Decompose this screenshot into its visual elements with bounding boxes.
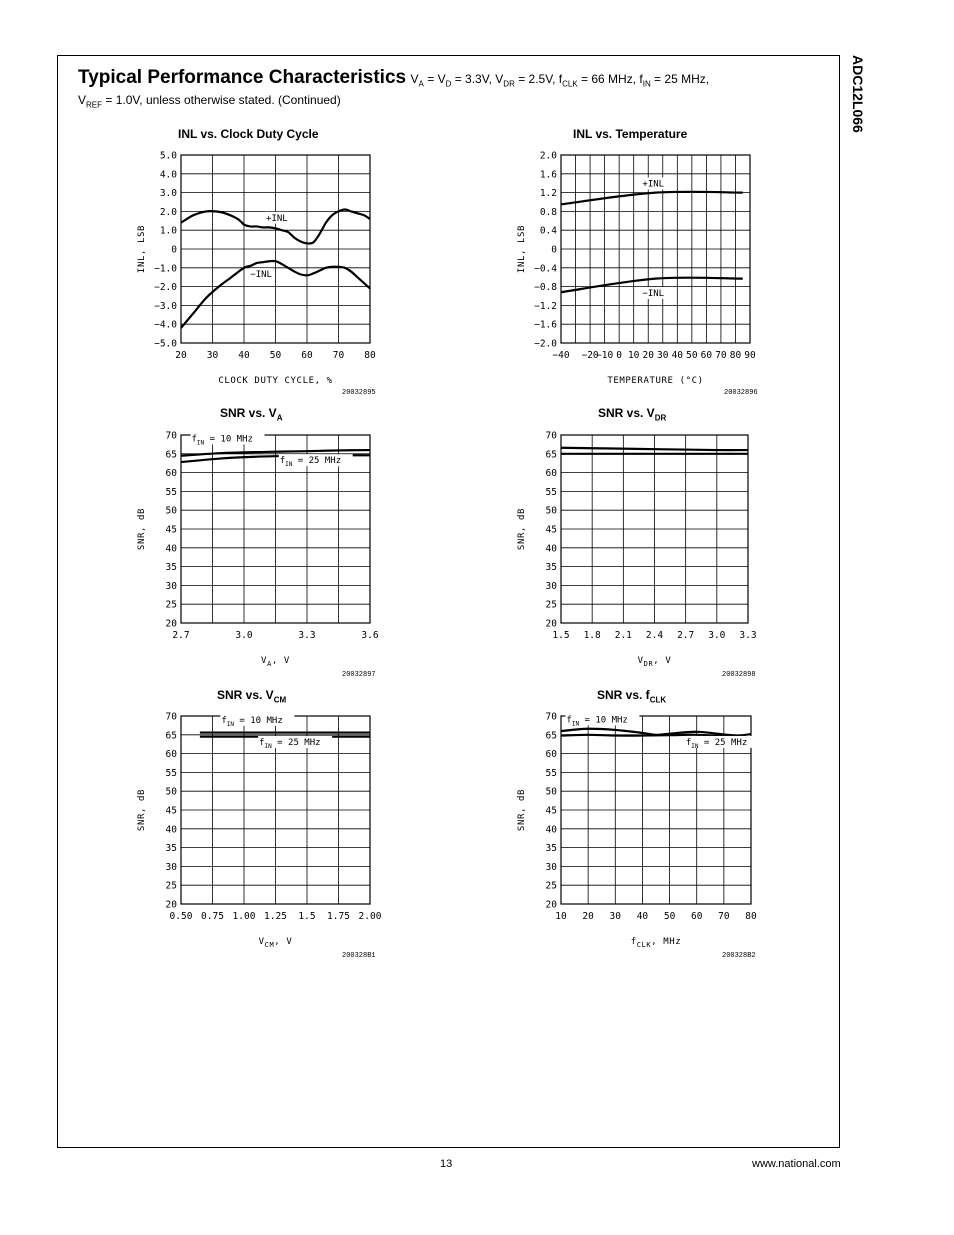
x-tick-label: 60: [700, 350, 713, 361]
x-tick-label: 40: [636, 911, 649, 922]
chart-title-inl-temp: INL vs. Temperature: [573, 127, 688, 141]
x-axis-label: $V_{DR}$, V: [637, 656, 672, 668]
y-tick-label: 20: [545, 899, 557, 911]
y-tick-label: 70: [165, 711, 177, 723]
x-tick-label: 90: [744, 350, 756, 361]
figure-id: 20032896: [724, 389, 758, 397]
x-tick-label: 3.6: [361, 630, 379, 641]
y-tick-label: −0.8: [534, 282, 557, 294]
y-tick-label: 35: [545, 843, 557, 855]
figure-id: 20032898: [722, 671, 756, 679]
series-annotation: +INL: [266, 213, 288, 224]
y-tick-label: 20: [545, 618, 557, 630]
x-tick-label: 0: [616, 350, 623, 361]
series-annotation: $f_{IN} = 10$ MHz: [191, 434, 253, 447]
x-tick-label: 80: [729, 350, 742, 361]
y-tick-label: 3.0: [159, 188, 177, 200]
x-tick-label: 3.3: [298, 630, 316, 641]
x-tick-label: 10: [627, 350, 640, 361]
y-axis-label: SNR, dB: [137, 788, 147, 832]
series-annotation: $f_{IN} = 25$ MHz: [259, 737, 321, 750]
figure-id: 200328B2: [722, 952, 756, 960]
x-tick-label: 3.3: [739, 630, 757, 641]
x-tick-label: 3.0: [708, 630, 726, 641]
y-tick-label: 70: [545, 430, 557, 442]
y-tick-label: −3.0: [154, 300, 177, 312]
x-tick-label: 80: [364, 350, 376, 361]
y-tick-label: 50: [545, 505, 557, 517]
y-tick-label: 55: [165, 486, 177, 498]
y-tick-label: 25: [165, 880, 177, 892]
y-tick-label: 0.8: [539, 206, 557, 218]
y-tick-label: 65: [545, 730, 557, 742]
chart-inl-vs-duty-cycle: [125, 145, 395, 390]
series-annotation: −INL: [642, 289, 665, 299]
y-tick-label: 65: [545, 449, 557, 461]
y-tick-label: 45: [165, 524, 177, 536]
y-tick-label: 60: [165, 749, 177, 761]
y-tick-label: 60: [165, 468, 177, 480]
chart-snr-vs-vcm: [125, 706, 395, 951]
x-tick-label: 1.75: [327, 911, 350, 922]
y-tick-label: 50: [545, 786, 557, 798]
y-axis-label: SNR, dB: [137, 507, 147, 551]
y-tick-label: 30: [165, 861, 177, 873]
x-tick-label: 70: [715, 350, 727, 361]
page-number: 13: [440, 1158, 453, 1170]
series-annotation: +INL: [642, 179, 665, 190]
x-tick-label: 80: [745, 911, 757, 922]
x-tick-label: 70: [332, 350, 345, 361]
y-tick-label: 30: [545, 861, 557, 873]
x-axis-label: CLOCK DUTY CYCLE, %: [218, 376, 333, 386]
x-tick-label: 2.7: [172, 630, 190, 641]
y-axis-label: INL, LSB: [517, 224, 527, 274]
y-tick-label: 70: [165, 430, 177, 442]
chart-title-inl-duty: INL vs. Clock Duty Cycle: [178, 127, 319, 141]
x-tick-label: 50: [686, 350, 698, 361]
y-tick-label: 55: [545, 767, 557, 779]
series-line-1: [561, 192, 743, 205]
y-tick-label: 60: [545, 749, 557, 761]
y-tick-label: 45: [545, 524, 557, 536]
y-tick-label: −2.0: [154, 282, 177, 294]
y-tick-label: 45: [165, 805, 177, 817]
y-axis-label: SNR, dB: [517, 507, 527, 551]
y-tick-label: 5.0: [159, 150, 177, 162]
y-tick-label: 40: [165, 543, 177, 555]
x-tick-label: 30: [206, 350, 219, 361]
series-annotation: $f_{IN} = 10$ MHz: [566, 715, 628, 728]
y-tick-label: 0: [551, 244, 557, 256]
y-tick-label: 50: [165, 505, 177, 517]
y-tick-label: 20: [165, 618, 177, 630]
figure-id: 200328B1: [342, 952, 376, 960]
y-tick-label: 40: [165, 824, 177, 836]
x-tick-label: 0.75: [201, 911, 224, 922]
chart-snr-vs-vdr: [505, 425, 775, 670]
y-tick-label: 25: [545, 880, 557, 892]
y-tick-label: −2.0: [534, 338, 557, 350]
series-annotation: $f_{IN} = 10$ MHz: [221, 715, 283, 728]
x-tick-label: 20: [175, 350, 187, 361]
x-tick-label: 1.5: [298, 911, 316, 922]
x-tick-label: 1.8: [583, 630, 601, 641]
y-tick-label: 50: [165, 786, 177, 798]
y-tick-label: 1.0: [159, 225, 177, 237]
x-tick-label: 50: [269, 350, 282, 361]
x-tick-label: 30: [609, 911, 622, 922]
y-tick-label: 35: [545, 562, 557, 574]
chart-snr-vs-va: [125, 425, 395, 670]
y-tick-label: 25: [165, 599, 177, 611]
x-axis-label: $V_A$, V: [261, 656, 290, 668]
x-tick-label: 2.4: [645, 630, 664, 641]
y-axis-label: SNR, dB: [517, 788, 527, 832]
x-tick-label: 1.5: [552, 630, 570, 641]
x-tick-label: 2.00: [358, 911, 382, 922]
chart-inl-vs-temperature: [505, 145, 775, 390]
x-tick-label: 0.50: [169, 911, 193, 922]
y-tick-label: −4.0: [154, 319, 177, 331]
y-tick-label: 35: [165, 562, 177, 574]
y-tick-label: −5.0: [154, 338, 177, 350]
x-axis-label: $V_{CM}$, V: [258, 937, 293, 949]
y-tick-label: −1.0: [154, 263, 177, 275]
x-tick-label: 60: [301, 350, 313, 361]
x-tick-label: 3.0: [235, 630, 253, 641]
y-tick-label: 65: [165, 449, 177, 461]
y-tick-label: 60: [545, 468, 557, 480]
y-tick-label: 30: [165, 580, 177, 592]
series-annotation: $f_{IN} = 25$ MHz: [685, 737, 748, 750]
y-tick-label: 65: [165, 730, 177, 742]
side-part-number: ADC12L066: [850, 55, 866, 133]
y-tick-label: 20: [165, 899, 177, 911]
x-tick-label: 30: [657, 350, 669, 361]
y-tick-label: 40: [545, 543, 557, 555]
y-tick-label: 35: [165, 843, 177, 855]
test-conditions: $V_A = V_D = 3.3V$, $V_{DR} = 2.5V$, $f_{CLK} = 66$ MHz, $f_{IN} = 25$ MHz, $V_{REF} = 1.0V$, unless otherwise stated. (Continued): [78, 72, 710, 110]
x-tick-label: 20: [582, 911, 594, 922]
x-tick-label: 40: [238, 350, 250, 361]
x-tick-label: 2.7: [677, 630, 695, 641]
y-tick-label: 0: [171, 244, 177, 256]
x-tick-label: 70: [718, 911, 730, 922]
chart-title-snr-vdr: SNR vs. $V_{DR}$: [598, 406, 667, 423]
x-tick-label: −20: [581, 350, 599, 361]
x-tick-label: −10: [596, 350, 614, 361]
y-tick-label: 4.0: [159, 169, 177, 181]
y-tick-label: 25: [545, 599, 557, 611]
section-title: Typical Performance Characteristics: [78, 67, 407, 88]
y-tick-label: 45: [545, 805, 557, 817]
y-tick-label: 1.2: [539, 188, 557, 200]
y-tick-label: 30: [545, 580, 557, 592]
series-annotation: $f_{IN} = 25$ MHz: [279, 456, 342, 469]
chart-title-snr-va: SNR vs. $V_A$: [220, 406, 283, 423]
x-tick-label: −40: [552, 350, 570, 361]
x-tick-label: 1.00: [232, 911, 256, 922]
section-header: [78, 66, 818, 110]
chart-title-snr-vcm: SNR vs. $V_{CM}$: [217, 688, 287, 705]
x-tick-label: 2.1: [614, 630, 632, 641]
chart-title-snr-fclk: SNR vs. $f_{CLK}$: [597, 688, 667, 705]
series-annotation: −INL: [250, 270, 272, 281]
y-tick-label: 70: [545, 711, 557, 723]
x-tick-label: 50: [663, 911, 676, 922]
x-tick-label: 60: [690, 911, 703, 922]
figure-id: 20032895: [342, 389, 376, 397]
footer-url[interactable]: www.national.com: [752, 1158, 841, 1170]
y-tick-label: 55: [165, 767, 177, 779]
series-line-1: [561, 448, 748, 450]
y-tick-label: −0.4: [534, 263, 557, 275]
y-tick-label: −1.2: [534, 300, 557, 312]
x-tick-label: 20: [642, 350, 654, 361]
y-tick-label: 1.6: [539, 169, 557, 181]
x-tick-label: 10: [555, 911, 567, 922]
x-axis-label: TEMPERATURE (°C): [607, 376, 704, 386]
y-tick-label: −1.6: [534, 319, 557, 331]
y-tick-label: 2.0: [539, 150, 557, 162]
y-tick-label: 0.4: [539, 225, 557, 237]
chart-snr-vs-fclk: [505, 706, 775, 951]
y-tick-label: 2.0: [159, 206, 177, 218]
y-axis-label: INL, LSB: [137, 224, 147, 274]
figure-id: 20032897: [342, 671, 376, 679]
y-tick-label: 40: [545, 824, 557, 836]
x-tick-label: 40: [671, 350, 684, 361]
x-tick-label: 1.25: [264, 911, 287, 922]
y-tick-label: 55: [545, 486, 557, 498]
x-axis-label: $f_{CLK}$, MHz: [630, 937, 682, 949]
